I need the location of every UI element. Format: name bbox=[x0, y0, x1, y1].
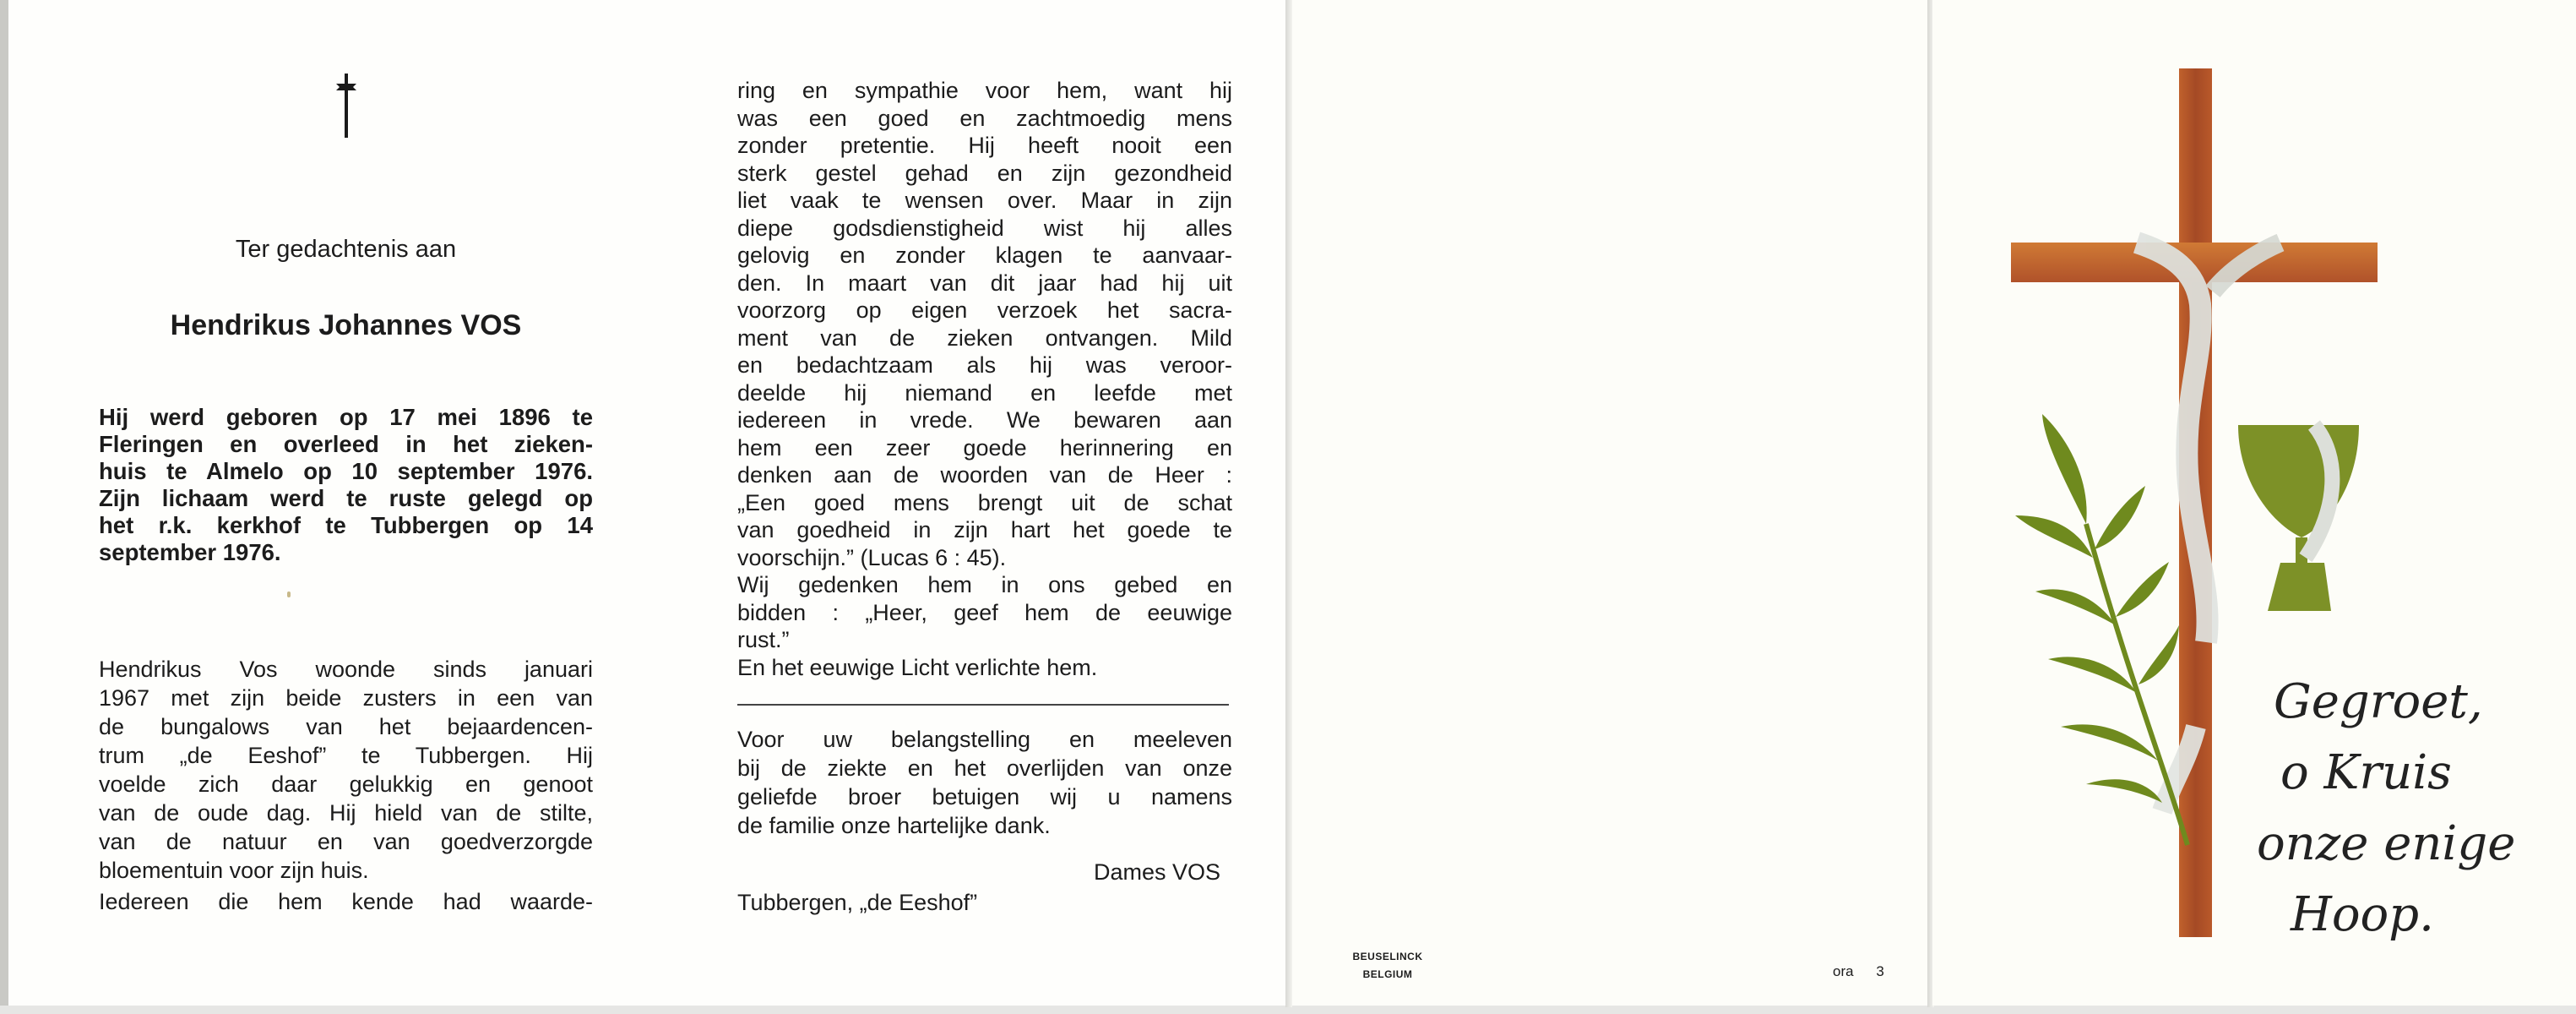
text-line: „Een goed mens brengt uit de schat bbox=[737, 489, 1232, 515]
text-line: iedereen in vrede. We bewaren aan bbox=[737, 407, 1232, 433]
text-line: Fleringen en overleed in het zieken- bbox=[99, 431, 593, 457]
fold-line bbox=[1285, 0, 1292, 1007]
text-line: bij de ziekte en het overlijden van onze bbox=[737, 755, 1232, 781]
life-paragraph bbox=[99, 655, 593, 885]
text-line: deelde hij niemand en leefde met bbox=[737, 379, 1232, 406]
text-line: sterk gestel gehad en zijn gezondheid bbox=[737, 160, 1232, 186]
text-line: Wij gedenken hem in ons gebed en bbox=[737, 572, 1232, 597]
intro-text: Ter gedachtenis aan bbox=[235, 236, 457, 263]
tribute-paragraph bbox=[737, 77, 1232, 571]
verse-line: Gegroet, bbox=[2274, 674, 2483, 729]
text-line: de familie onze hartelijke dank. bbox=[737, 813, 1051, 838]
text-line: En het eeuwige Licht verlichte hem. bbox=[737, 655, 1098, 680]
text-line: voorschijn.” (Lucas 6 : 45). bbox=[737, 544, 1007, 570]
text-line: van goedheid in zijn hart het goede te bbox=[737, 517, 1232, 542]
text-line: voorzorg op eigen verzoek het sacra- bbox=[737, 297, 1232, 323]
text-line: bloementuin voor zijn huis. bbox=[99, 858, 369, 883]
print-speck bbox=[287, 592, 291, 597]
divider-rule bbox=[737, 704, 1229, 706]
place-line: Tubbergen, „de Eeshof” bbox=[737, 890, 978, 915]
text-line: ring en sympathie voor hem, want hij bbox=[737, 78, 1232, 103]
text-line: diepe godsdienstigheid wist hij alles bbox=[737, 215, 1232, 241]
text-line: en bedachtzaam als hij was veroor- bbox=[737, 352, 1232, 378]
signature: Dames VOS bbox=[1093, 859, 1220, 885]
text-line: geliefde broer betuigen wij u namens bbox=[737, 784, 1232, 810]
text-line: huis te Almelo op 10 september 1976. bbox=[99, 458, 593, 484]
chalice-icon bbox=[2238, 425, 2359, 611]
birth-death-paragraph bbox=[99, 404, 593, 566]
cross-icon bbox=[329, 72, 363, 139]
text-line: september 1976. bbox=[99, 539, 281, 565]
verse-line: Hoop. bbox=[2291, 887, 2434, 942]
text-line: denken aan de woorden van de Heer : bbox=[737, 462, 1232, 488]
text-line: rust.” bbox=[737, 627, 790, 652]
deceased-name: Hendrikus Johannes VOS bbox=[170, 309, 522, 341]
text-line: Voor uw belangstelling en meeleven bbox=[737, 727, 1232, 752]
text-line: was een goed en zachtmoedig mens bbox=[737, 105, 1232, 131]
text-line: 1967 met zijn beide zusters in een van bbox=[99, 685, 593, 711]
prayer-paragraph bbox=[737, 571, 1232, 654]
verse-line: onze enige bbox=[2257, 816, 2516, 871]
text-line: Hij werd geboren op 17 mei 1896 te bbox=[99, 404, 593, 430]
text-line: den. In maart van dit jaar had hij uit bbox=[737, 270, 1232, 296]
text-line: Zijn lichaam werd te ruste gelegd op bbox=[99, 485, 593, 511]
publisher-country: BELGIUM bbox=[1362, 968, 1413, 980]
palm-branch-icon bbox=[2015, 414, 2187, 845]
tribute-paragraph-start bbox=[99, 887, 593, 916]
text-line: bidden : „Heer, geef hem de eeuwige bbox=[737, 599, 1232, 625]
text-line: trum „de Eeshof” te Tubbergen. Hij bbox=[99, 743, 593, 768]
text-line: Hendrikus Vos woonde sinds januari bbox=[99, 657, 593, 682]
text-line: van de natuur en van goedverzorgde bbox=[99, 829, 593, 854]
series-number: 3 bbox=[1876, 963, 1884, 979]
text-line: het r.k. kerkhof te Tubbergen op 14 bbox=[99, 512, 593, 538]
series-code bbox=[1833, 963, 1884, 980]
closing-line bbox=[737, 654, 1232, 682]
text-line: de bungalows van het bejaardencen- bbox=[99, 714, 593, 739]
text-line: liet vaak te wensen over. Maar in zijn bbox=[737, 188, 1232, 213]
publisher-name: BEUSELINCK bbox=[1352, 951, 1423, 962]
text-line: ment van de zieken ontvangen. Mild bbox=[737, 324, 1232, 351]
text-line: Iedereen die hem kende had waarde- bbox=[99, 889, 593, 914]
thanks-paragraph bbox=[737, 725, 1232, 840]
publisher-imprint bbox=[1337, 948, 1438, 984]
text-line: voelde zich daar gelukkig en genoot bbox=[99, 771, 593, 797]
text-line: gelovig en zonder klagen te aanvaar- bbox=[737, 243, 1232, 268]
text-line: zonder pretentie. Hij heeft nooit een bbox=[737, 133, 1232, 158]
verse-line: o Kruis bbox=[2280, 745, 2452, 800]
back-cover bbox=[1292, 0, 1927, 1006]
series-label: ora bbox=[1833, 963, 1854, 979]
text-line: hem een zeer goede herinnering en bbox=[737, 434, 1232, 461]
text-line: van de oude dag. Hij hield van de stilte, bbox=[99, 800, 593, 826]
